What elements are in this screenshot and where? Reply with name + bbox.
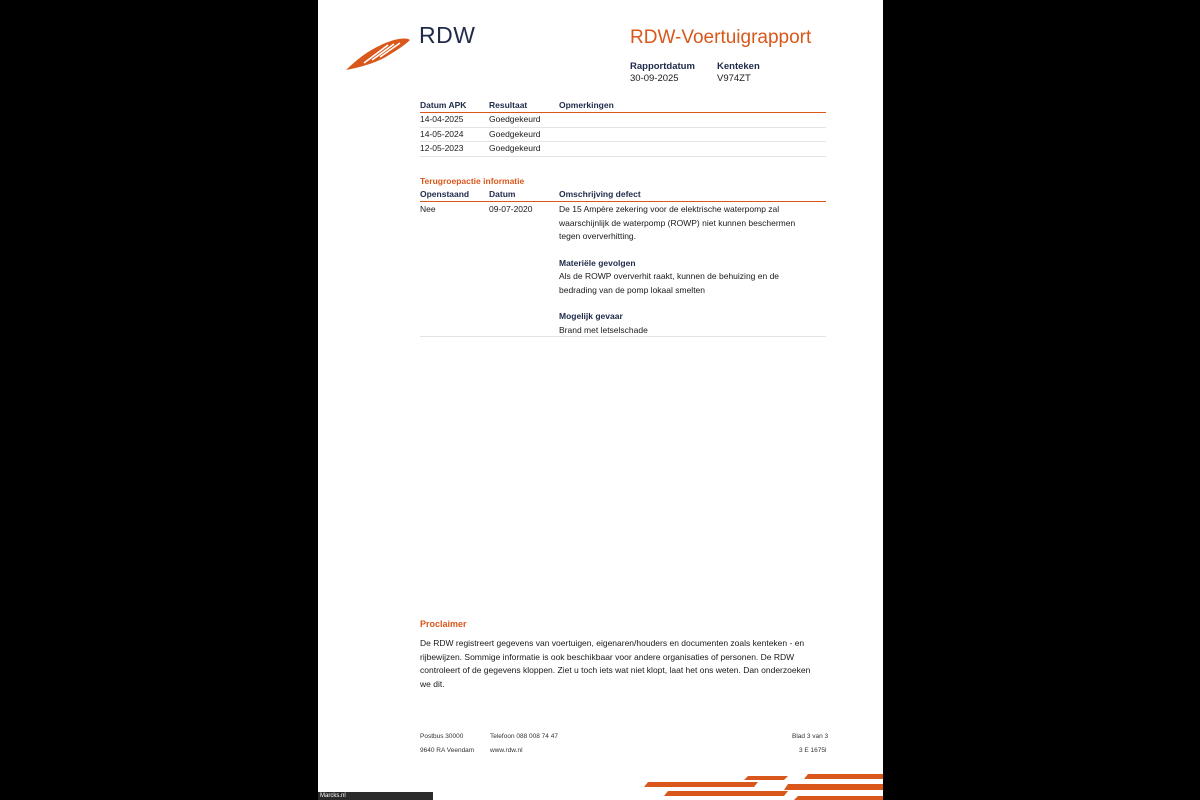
footer-document-code: 3 E 1675l	[799, 747, 827, 754]
apk-date: 12-05-2023	[420, 143, 464, 153]
consequences-title: Materiële gevolgen	[559, 257, 636, 268]
consequences-text-line: bedrading van de pomp lokaal smelten	[559, 284, 706, 295]
recall-open-value: Nee	[420, 204, 436, 214]
plate-number: V974ZT	[717, 73, 751, 84]
report-date: 30-09-2025	[630, 73, 679, 84]
footer-postbus: Postbus 30000	[420, 733, 464, 740]
proclaimer-line: De RDW registreert gegevens van voertuigen, eigenaren/houders en documenten zoals kenteken - en	[420, 638, 805, 648]
rdw-feather-logo-icon	[344, 36, 412, 72]
report-title: RDW-Voertuigrapport	[630, 27, 812, 48]
proclaimer-text	[420, 637, 820, 691]
recall-section-title: Terugroepactie informatie	[420, 176, 525, 186]
table-row	[420, 202, 826, 337]
apk-table	[420, 100, 826, 157]
decorative-stripes-icon	[638, 770, 883, 800]
proclaimer-line: controleert of de gegevens kloppen. Ziet u toch iets wat niet klopt, laat het ons weten. Dan onderzoeken	[420, 665, 811, 675]
recall-table-header	[420, 189, 826, 202]
apk-table-header	[420, 100, 826, 113]
report-page	[318, 0, 883, 800]
apk-result: Goedgekeurd	[489, 143, 541, 153]
footer-page-number: Blad 3 van 3	[792, 733, 829, 740]
recall-date-value: 09-07-2020	[489, 204, 533, 214]
apk-header-date: Datum APK	[420, 100, 467, 110]
apk-result: Goedgekeurd	[489, 114, 541, 124]
consequences-text-line: Als de ROWP oververhit raakt, kunnen de behuizing en de	[559, 271, 780, 281]
recall-header-open: Openstaand	[420, 189, 470, 199]
apk-header-remarks: Opmerkingen	[559, 100, 614, 110]
recall-table	[420, 189, 826, 337]
plate-label: Kenteken	[717, 61, 760, 72]
footer-city: 9640 RA Veendam	[420, 747, 475, 754]
defect-text-line: tegen oververhitting.	[559, 231, 637, 241]
apk-result: Goedgekeurd	[489, 128, 541, 139]
danger-title: Mogelijk gevaar	[559, 311, 623, 321]
watermark-label: Marcks.nl	[318, 792, 433, 800]
proclaimer-title: Proclaimer	[420, 619, 467, 629]
recall-header-defect: Omschrijving defect	[559, 189, 641, 199]
apk-date: 14-05-2024	[420, 128, 464, 139]
recall-header-date: Datum	[489, 189, 516, 199]
defect-text-line: De 15 Ampère zekering voor de elektrische waterpomp zal	[559, 204, 780, 214]
recall-description	[559, 203, 819, 337]
apk-date: 14-04-2025	[420, 114, 464, 124]
report-date-label: Rapportdatum	[630, 61, 695, 72]
proclaimer-line: rijbewijzen. Sommige informatie is ook beschikbaar voor andere organisaties of personen. De RDW	[420, 651, 795, 662]
footer-phone: Telefoon 088 008 74 47	[490, 733, 558, 740]
defect-text-line: waarschijnlijk de waterpomp (ROWP) niet kunnen beschermen	[559, 217, 796, 228]
proclaimer-line: we dit.	[420, 678, 445, 689]
danger-text: Brand met letselschade	[559, 324, 648, 335]
table-row	[420, 128, 826, 143]
footer-website[interactable]: www.rdw.nl	[490, 747, 523, 754]
table-row	[420, 113, 826, 128]
apk-header-result: Resultaat	[489, 100, 528, 110]
table-row	[420, 142, 826, 157]
brand-name: RDW	[419, 22, 476, 48]
